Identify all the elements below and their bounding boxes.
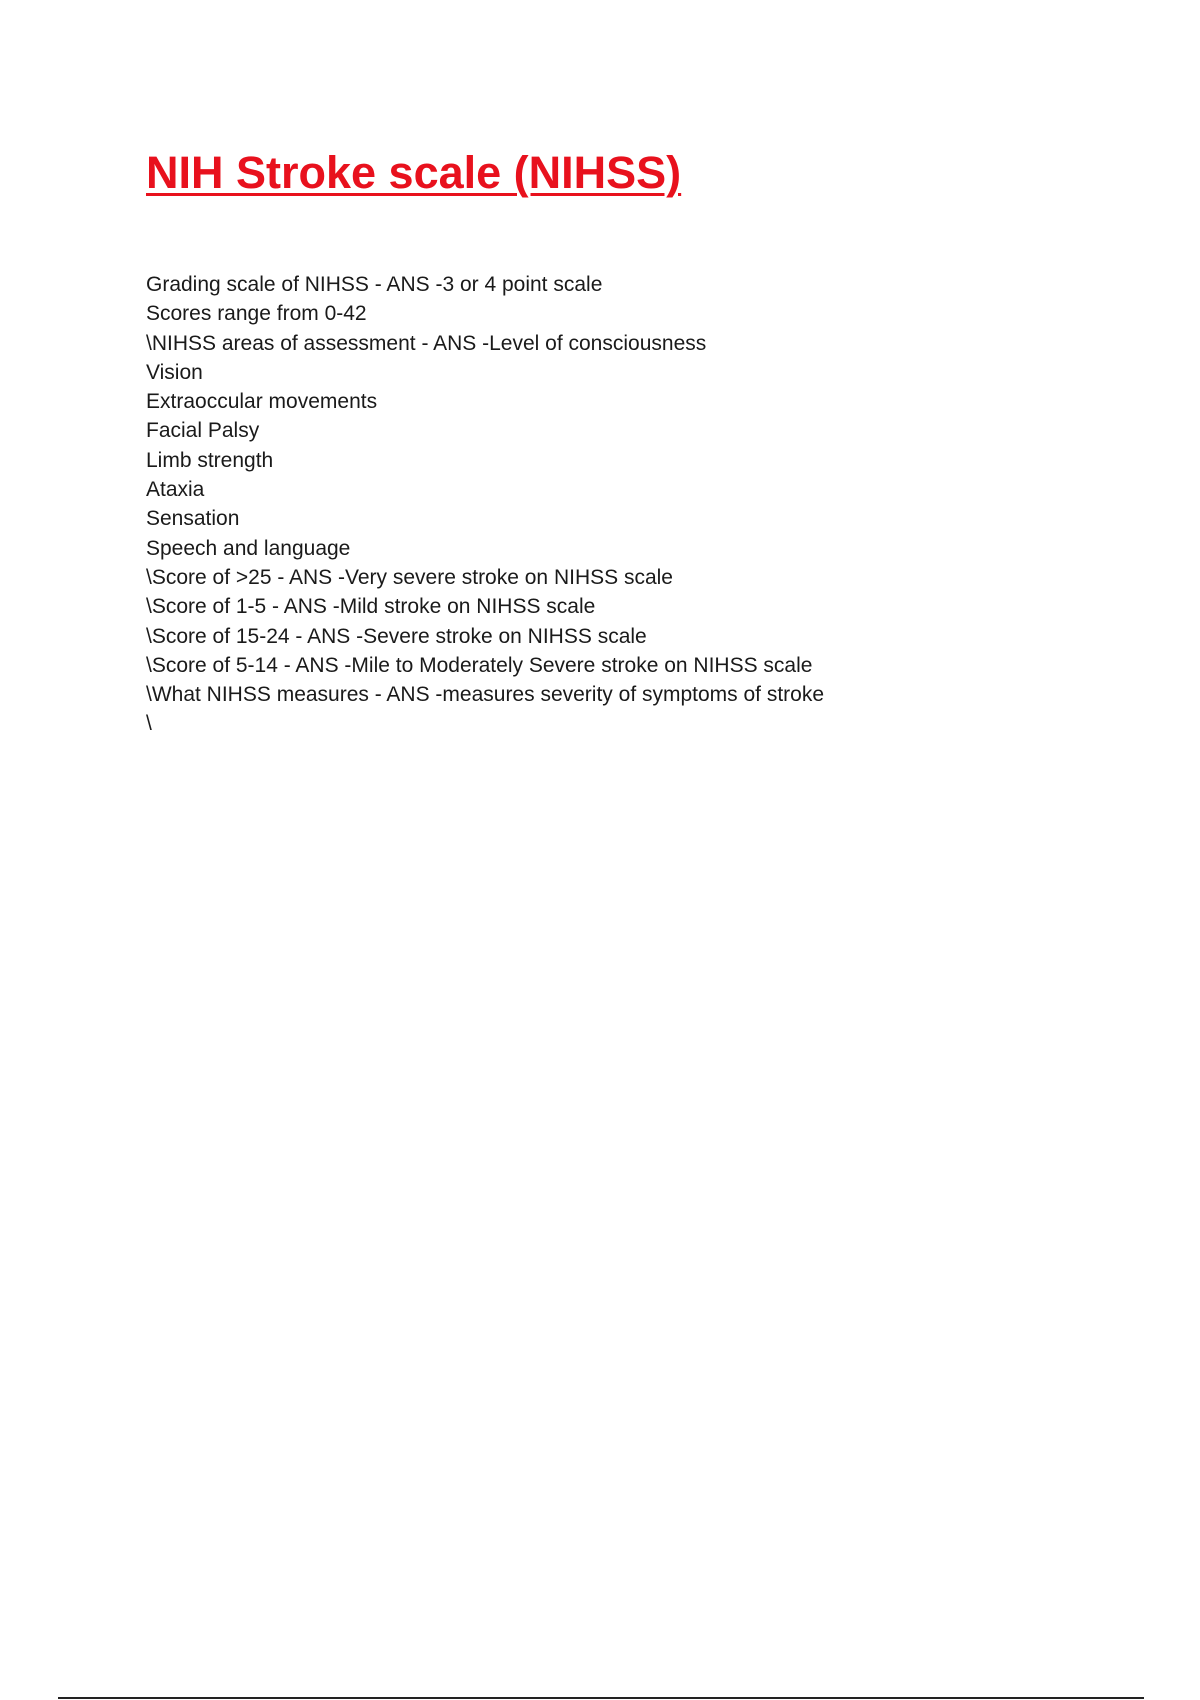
- body-line: \Score of 15-24 - ANS -Severe stroke on NIHSS scale: [146, 624, 647, 648]
- document-body: [146, 270, 1106, 739]
- body-line: \Score of 5-14 - ANS -Mile to Moderately Severe stroke on NIHSS scale: [146, 653, 813, 677]
- body-line: \NIHSS areas of assessment - ANS -Level of consciousness: [146, 331, 707, 355]
- body-line: \What NIHSS measures - ANS -measures severity of symptoms of stroke: [146, 683, 825, 707]
- body-line: Scores range from 0-42: [146, 302, 367, 326]
- body-line: \: [146, 712, 152, 736]
- page-title: NIH Stroke scale (NIHSS): [146, 147, 682, 198]
- body-line: Vision: [146, 360, 203, 384]
- body-line: Limb strength: [146, 448, 274, 472]
- body-line: Sensation: [146, 507, 240, 531]
- body-line: Extraoccular movements: [146, 390, 378, 414]
- body-line: Ataxia: [146, 478, 205, 502]
- body-line: \Score of 1-5 - ANS -Mild stroke on NIHSS scale: [146, 595, 596, 619]
- body-line: \Score of >25 - ANS -Very severe stroke on NIHSS scale: [146, 565, 673, 589]
- body-line: Speech and language: [146, 536, 351, 560]
- footer-divider: [58, 1697, 1144, 1699]
- body-line: Facial Palsy: [146, 419, 260, 443]
- body-line: Grading scale of NIHSS - ANS -3 or 4 point scale: [146, 273, 603, 296]
